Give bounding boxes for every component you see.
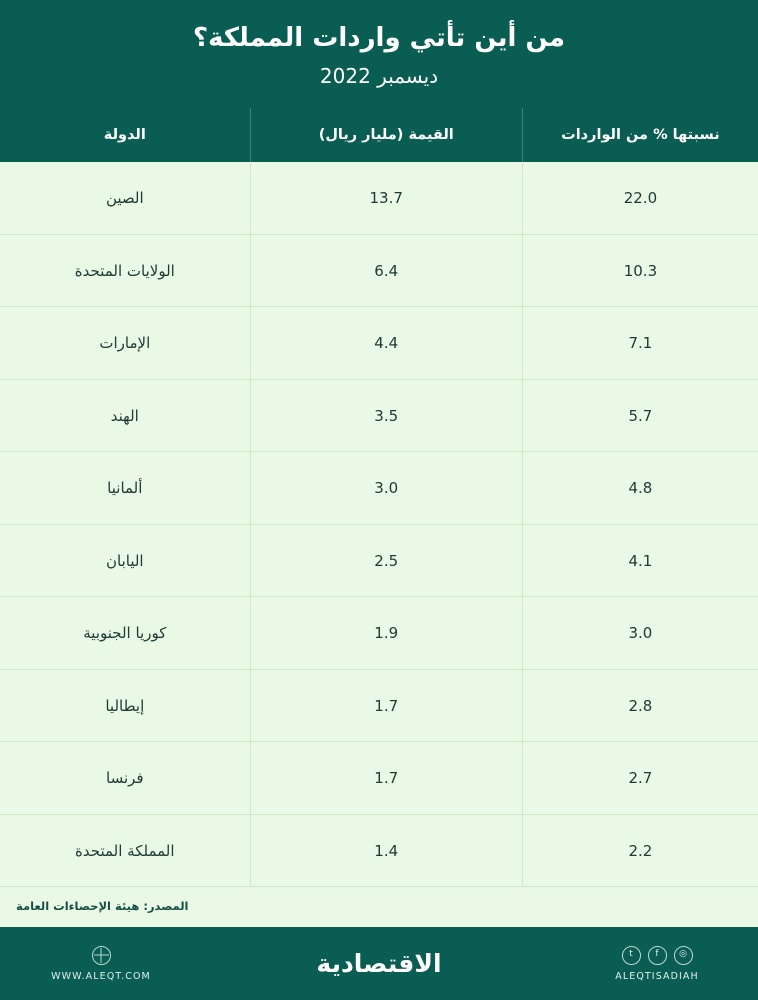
cell-percent: 22.0: [522, 162, 758, 234]
footer-website-block: [26, 946, 176, 982]
cell-country: كوريا الجنوبية: [0, 597, 250, 670]
cell-value: 6.4: [250, 234, 522, 307]
cell-percent: 3.0: [522, 597, 758, 670]
cell-value: 2.5: [250, 524, 522, 597]
cell-country: الهند: [0, 379, 250, 452]
header: [0, 0, 758, 108]
website-url[interactable]: WWW.ALEQT.COM: [51, 970, 151, 982]
table-row: [0, 669, 758, 742]
instagram-icon[interactable]: ◎: [674, 946, 693, 965]
cell-country: الصين: [0, 162, 250, 234]
table-row: [0, 524, 758, 597]
brand-logo: الاقتصادية: [316, 949, 442, 979]
cell-percent: 10.3: [522, 234, 758, 307]
table-row: [0, 452, 758, 525]
cell-country: الولايات المتحدة: [0, 234, 250, 307]
column-header-percent: نسبتها % من الواردات: [522, 108, 758, 162]
cell-country: إيطاليا: [0, 669, 250, 742]
cell-percent: 4.8: [522, 452, 758, 525]
page-title: من أين تأتي واردات المملكة؟: [193, 22, 565, 53]
source-note: المصدر: هيئة الإحصاءات العامة: [0, 887, 758, 927]
facebook-icon[interactable]: f: [648, 946, 667, 965]
table-row: [0, 162, 758, 234]
cell-value: 3.5: [250, 379, 522, 452]
footer: [0, 927, 758, 1000]
table-container: [0, 108, 758, 927]
table-header: [0, 108, 758, 162]
imports-table: [0, 108, 758, 887]
cell-value: 1.7: [250, 669, 522, 742]
footer-social-block: [582, 946, 732, 982]
cell-value: 13.7: [250, 162, 522, 234]
cell-country: المملكة المتحدة: [0, 814, 250, 887]
cell-value: 1.9: [250, 597, 522, 670]
cell-country: الإمارات: [0, 307, 250, 380]
table-row: [0, 597, 758, 670]
table-row: [0, 379, 758, 452]
table-row: [0, 742, 758, 815]
globe-icon: [92, 946, 111, 965]
page-subtitle: ديسمبر 2022: [319, 63, 439, 88]
cell-percent: 2.2: [522, 814, 758, 887]
cell-value: 1.4: [250, 814, 522, 887]
column-header-value: القيمة (مليار ريال): [250, 108, 522, 162]
table-header-row: [0, 108, 758, 162]
table-row: [0, 814, 758, 887]
cell-country: اليابان: [0, 524, 250, 597]
cell-percent: 2.8: [522, 669, 758, 742]
brand-block: [176, 949, 582, 978]
cell-country: ألمانيا: [0, 452, 250, 525]
cell-percent: 7.1: [522, 307, 758, 380]
cell-percent: 4.1: [522, 524, 758, 597]
table-body: [0, 162, 758, 887]
social-icons: [622, 946, 693, 965]
column-header-country: الدولة: [0, 108, 250, 162]
cell-value: 3.0: [250, 452, 522, 525]
cell-country: فرنسا: [0, 742, 250, 815]
cell-percent: 2.7: [522, 742, 758, 815]
cell-value: 1.7: [250, 742, 522, 815]
twitter-icon[interactable]: t: [622, 946, 641, 965]
cell-value: 4.4: [250, 307, 522, 380]
table-row: [0, 234, 758, 307]
cell-percent: 5.7: [522, 379, 758, 452]
social-handle: ALEQTISADIAH: [615, 970, 699, 982]
table-row: [0, 307, 758, 380]
